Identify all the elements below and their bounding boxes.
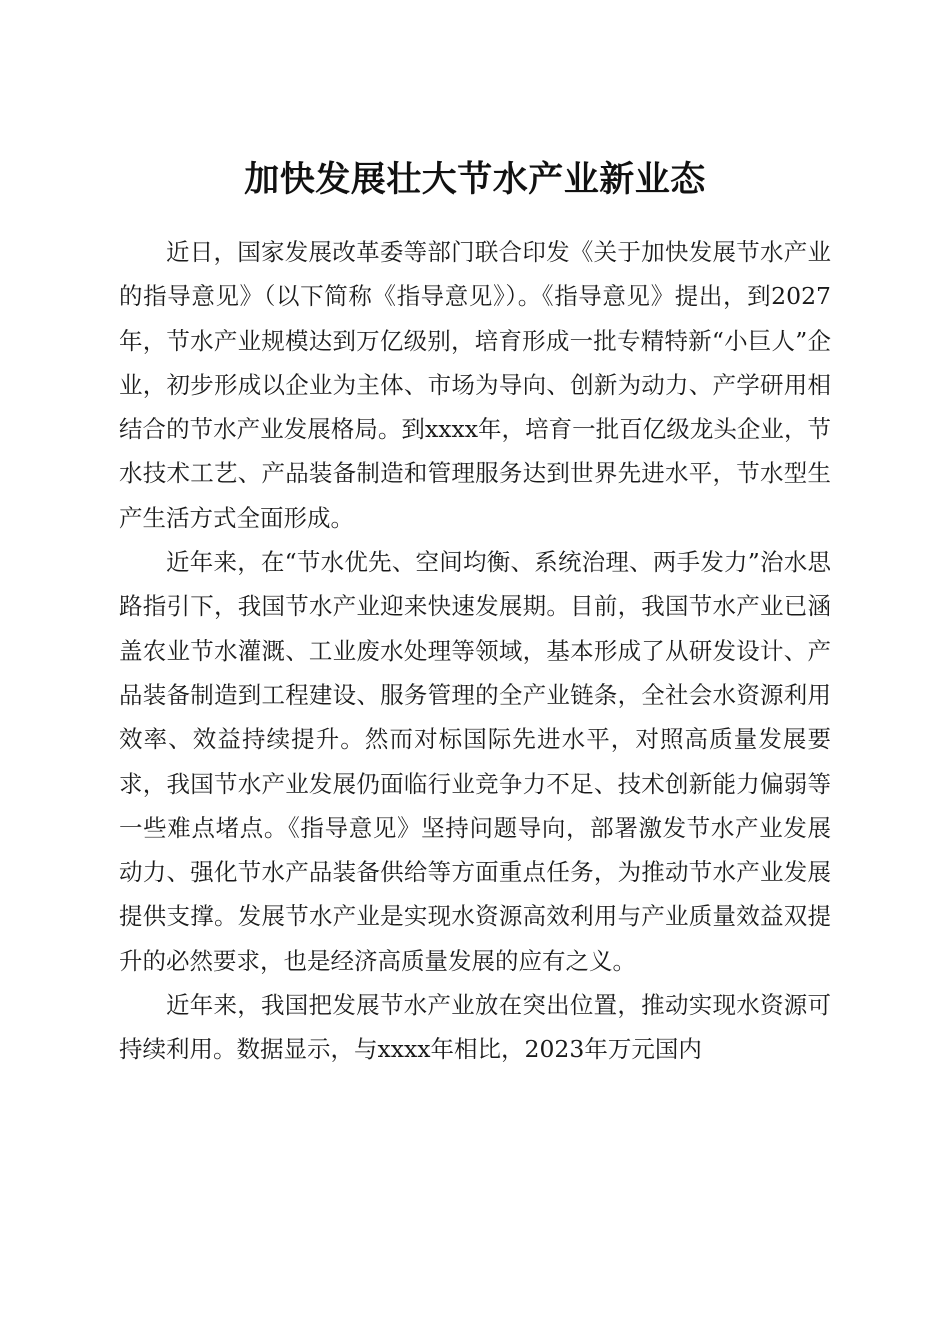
document-title: 加快发展壮大节水产业新业态: [244, 159, 706, 201]
paragraph: 近日，国家发展改革委等部门联合印发《关于加快发展节水产业的指导意见》（以下简称《指导意见》）。《指导意见》提出，到2027年，节水产业规模达到万亿级别，培育形成一批专精特新“小巨人”企业，初步形成以企业为主体、市场为导向、创新为动力、产学研用相结合的节水产业发展格局。到xxxx年，培育一批百亿级龙头企业，节水技术工艺、产品装备制造和管理服务达到世界先进水平，节水型生产生活方式全面形成。: [119, 238, 831, 532]
paragraph: 近年来，在“节水优先、空间均衡、系统治理、两手发力”治水思路指引下，我国节水产业迎来快速发展期。目前，我国节水产业已涵盖农业节水灌溉、工业废水处理等领域，基本形成了从研发设计、产品装备制造到工程建设、服务管理的全产业链条，全社会水资源利用效率、效益持续提升。然而对标国际先进水平，对照高质量发展要求，我国节水产业发展仍面临行业竞争力不足、技术创新能力偏弱等一些难点堵点。《指导意见》坚持问题导向，部署激发节水产业发展动力、强化节水产品装备供给等方面重点任务，为推动节水产业发展提供支撑。发展节水产业是实现水资源高效利用与产业质量效益双提升的必然要求，也是经济高质量发展的应有之义。: [119, 548, 831, 975]
document-body: [119, 230, 831, 1072]
paragraph: 近年来，我国把发展节水产业放在突出位置，推动实现水资源可持续利用。数据显示，与xxxx年相比，2023年万元国内: [119, 991, 831, 1064]
